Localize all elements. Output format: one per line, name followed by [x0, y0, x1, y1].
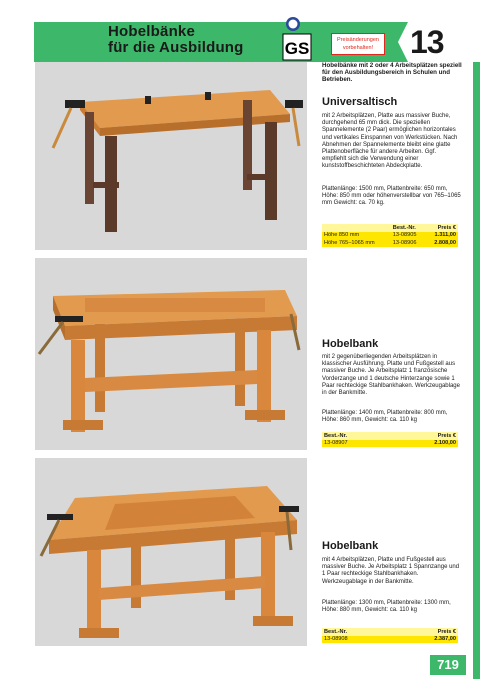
table-row	[322, 636, 458, 644]
header-gap	[0, 22, 34, 62]
table-cell: Höhe 765–1065 mm	[322, 239, 391, 247]
table-cell: 13-08907	[322, 440, 392, 448]
hobelbank-2-photo	[35, 258, 307, 450]
table-row	[322, 440, 458, 448]
table-row	[322, 239, 458, 247]
price-change-notice: Preisänderungen vorbehalten!	[331, 33, 385, 55]
page-number: 719	[430, 655, 466, 675]
table-cell: 13-08905	[391, 232, 426, 240]
table-header-cell: Best.-Nr.	[391, 224, 426, 232]
product-3-price-table	[322, 628, 458, 643]
side-accent-bar	[473, 62, 480, 679]
hobelbank-4-photo	[35, 458, 307, 646]
product-2-specs: Plattenlänge: 1400 mm, Plattenbreite: 800 mm, Höhe: 860 mm, Gewicht: ca. 110 kg	[322, 410, 448, 424]
product-2-description: mit 2 gegenüberliegenden Arbeitsplätzen in klassischer Ausführung. Platte und Fußgestell aus massiver Buche. Je Arbeitsplatz 1 französische Vorderzange und 1 deutsche Hinterzange sowie 1 Paar rechteckige Stahlbankhaken. Werkzeugablage in der Bankmitte.	[322, 354, 460, 397]
table-header-row	[322, 432, 458, 440]
product-3-specs: Plattenlänge: 1300 mm, Plattenbreite: 1300 mm, Höhe: 880 mm, Gewicht: ca. 110 kg	[322, 600, 451, 614]
product-2-price-table	[322, 432, 458, 447]
intro-text: Hobelbänke mit 2 oder 4 Arbeitsplätzen speziell für den Ausbildungsbereich in Schulen und Betrieben.	[322, 62, 462, 84]
gs-certification-logo	[282, 16, 312, 62]
table-row	[322, 232, 458, 240]
table-header-cell: Preis €	[426, 224, 458, 232]
table-header-cell: Best.-Nr.	[322, 432, 392, 440]
table-header-row	[322, 224, 458, 232]
universaltisch-photo	[35, 62, 307, 250]
table-cell: 2.100,00	[392, 440, 458, 448]
section-number: 13	[410, 24, 444, 60]
product-3-description: mit 4 Arbeitsplätzen, Platte und Fußgestell aus massiver Buche. Je Arbeitsplatz 1 Spannzange und 1 Paar rechteckige Stahlbankhaken. Werkzeugablage in der Bankmitte.	[322, 557, 460, 585]
table-header-row	[322, 628, 458, 636]
table-cell: 13-08906	[391, 239, 426, 247]
product-1-description: mit 2 Arbeitsplätzen, Platte aus massiver Buche, durchgehend 65 mm dick. Die speziellen Spannelemente (2 Paar) ermöglichen horizontales und vertikales Einspannen von Werkstücken. Nach Abnehmen der Spannelemente bleibt eine glatte Plattenoberfläche für andere Arbeiten. Ggf. empfiehlt sich die Verwendung einer kunststoffbeschichteten Abdeckplatte.	[322, 113, 458, 170]
product-1-specs: Plattenlänge: 1500 mm, Plattenbreite: 650 mm, Höhe: 850 mm oder höhenverstellbar von 765–1065 mm Gewicht: ca. 70 kg.	[322, 186, 461, 207]
table-header-cell: Preis €	[392, 432, 458, 440]
page-title	[108, 24, 244, 56]
table-header-cell	[322, 224, 391, 232]
table-cell: Höhe 850 mm	[322, 232, 391, 240]
logo-text: GS	[284, 39, 310, 58]
table-cell: 13-08908	[322, 636, 392, 644]
product-1-price-table	[322, 224, 458, 247]
product-2-name: Hobelbank	[322, 338, 379, 350]
title-line-1: Hobelbänke	[108, 23, 196, 40]
table-header-cell: Preis €	[392, 628, 458, 636]
table-cell: 1.311,00	[426, 232, 458, 240]
product-3-name: Hobelbank	[322, 540, 379, 552]
table-header-cell: Best.-Nr.	[322, 628, 392, 636]
table-cell: 2.808,00	[426, 239, 458, 247]
title-line-2: für die Ausbildung	[108, 39, 244, 56]
table-cell: 2.387,00	[392, 636, 458, 644]
product-1-name: Universaltisch	[322, 96, 398, 108]
